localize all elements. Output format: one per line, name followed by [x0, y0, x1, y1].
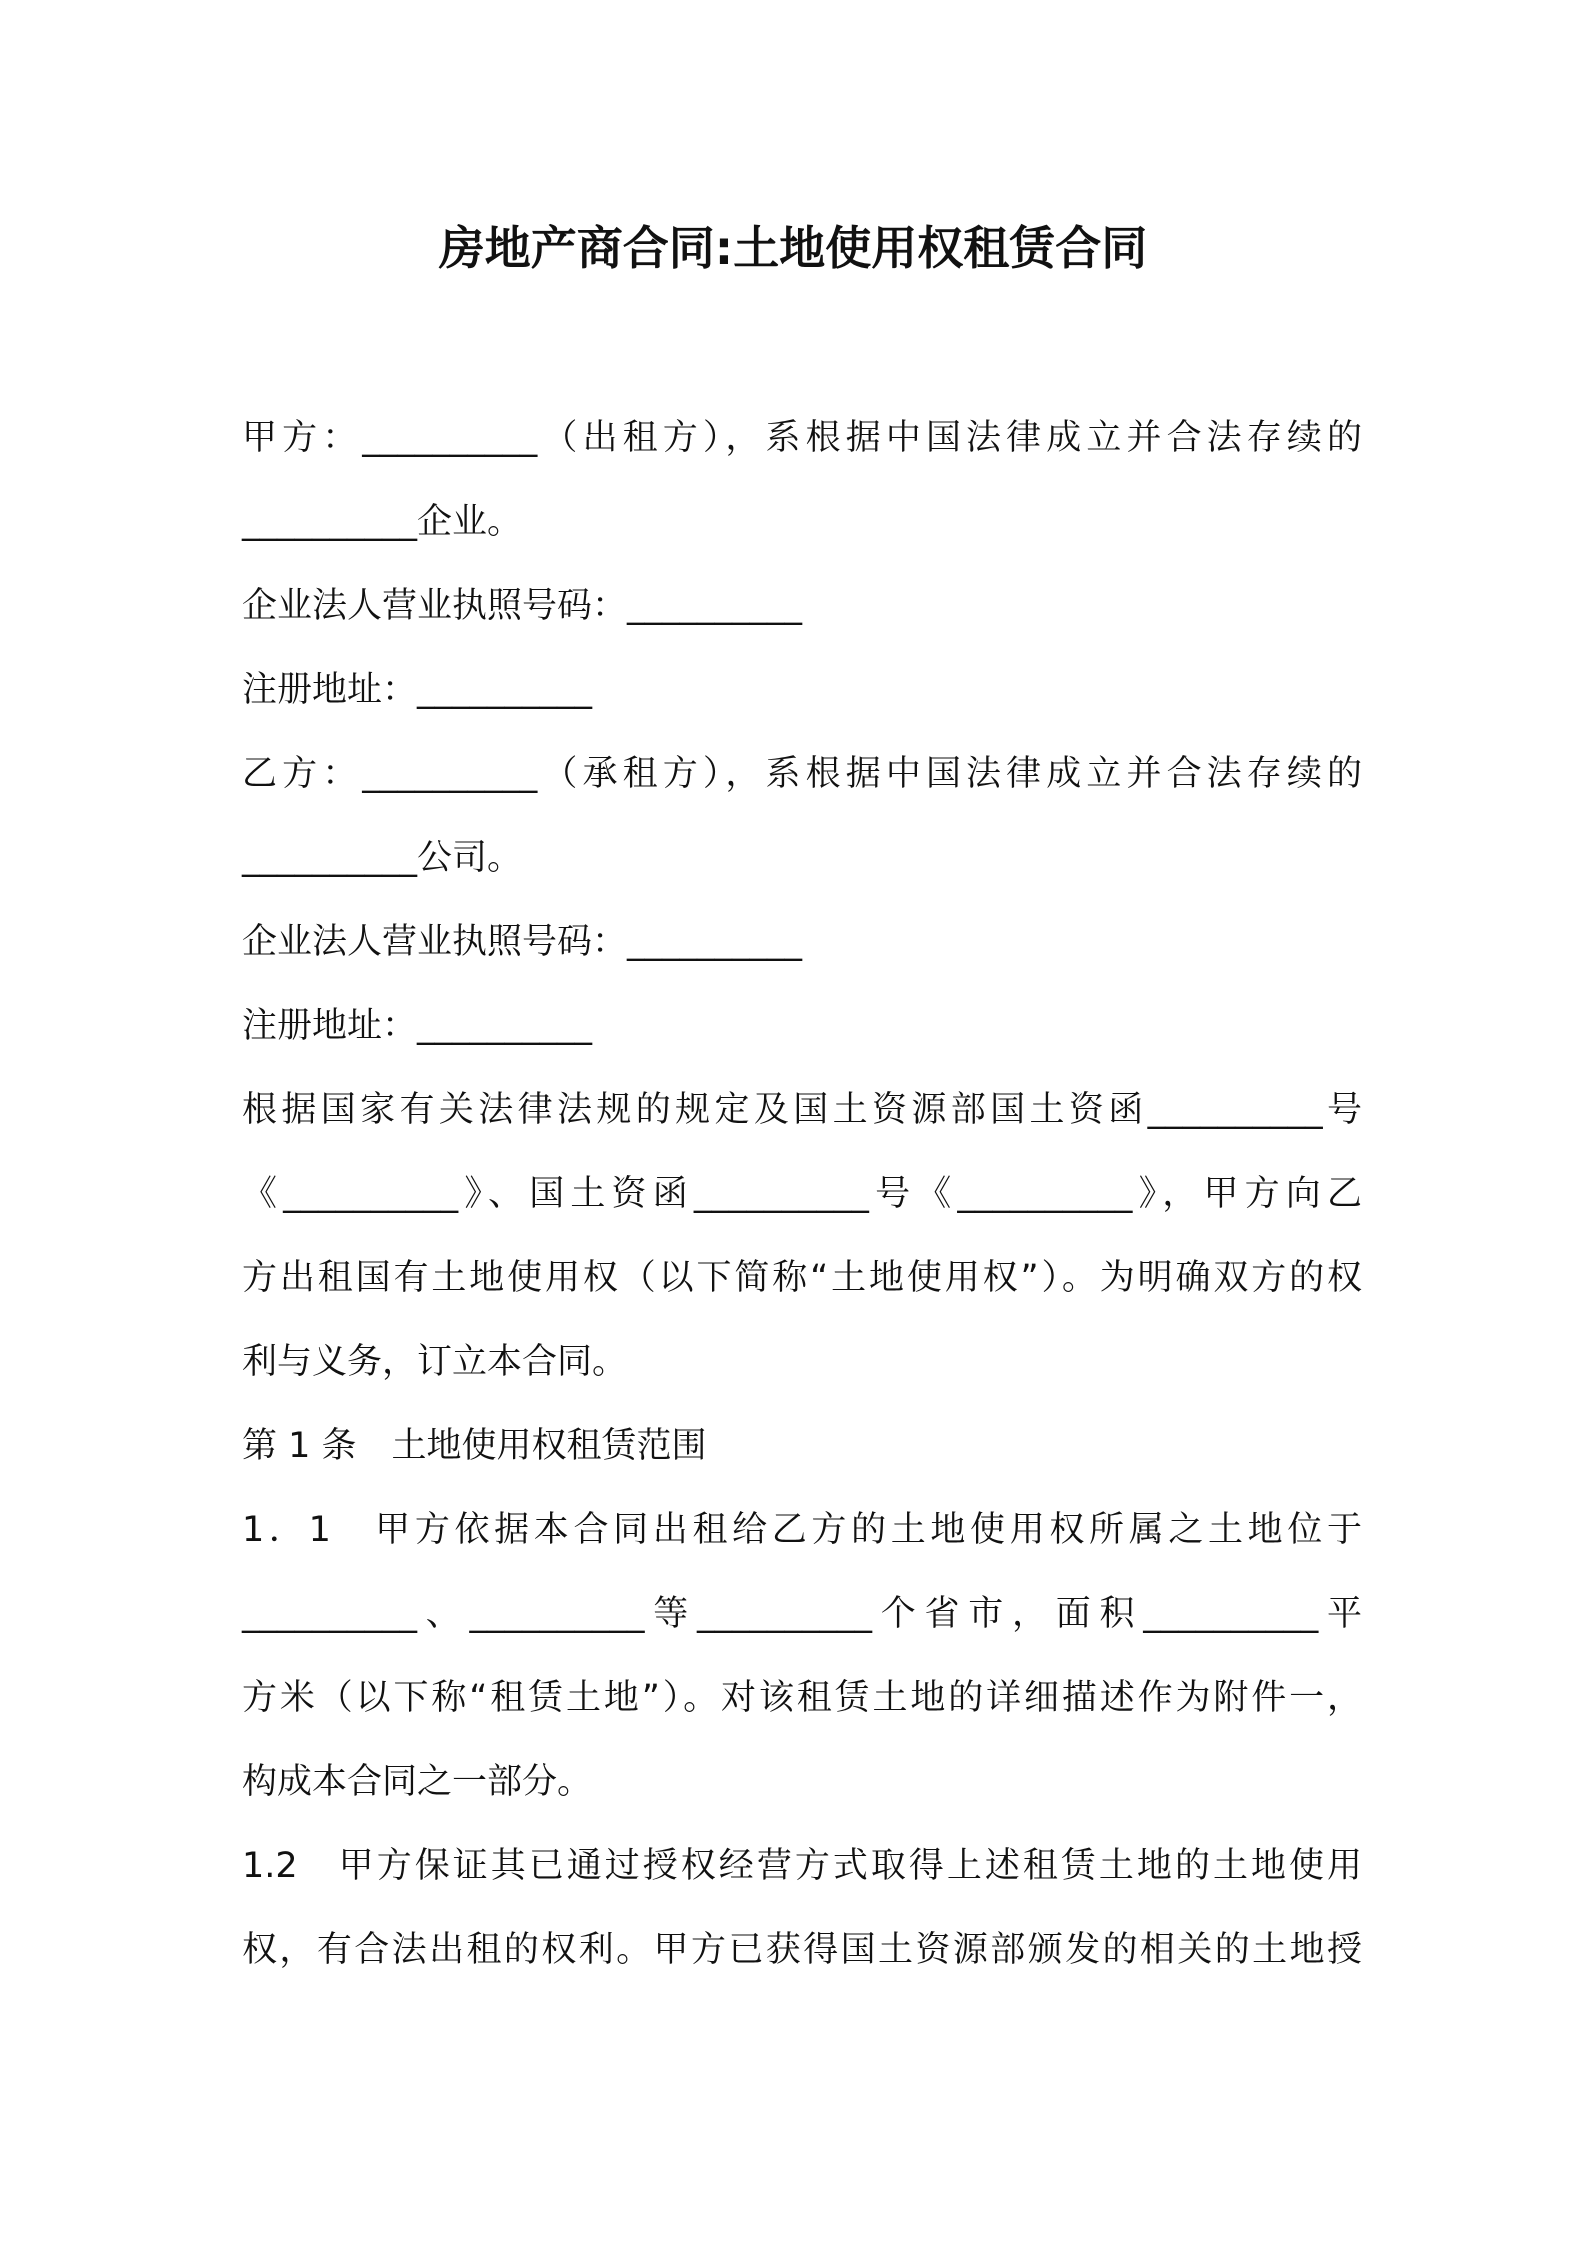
paragraph-line: 企业法人营业执照号码：__________ [242, 586, 803, 626]
paragraph-line: __________企业。 [242, 502, 523, 542]
paragraph-line: 注册地址：__________ [242, 1006, 593, 1046]
document-body [242, 396, 1362, 1992]
paragraph-line: 根据国家有关法律法规的规定及国土资源部国土资函__________号 [242, 1090, 1362, 1130]
paragraph-line: 权，有合法出租的权利。甲方已获得国土资源部颁发的相关的土地授 [242, 1930, 1362, 1970]
paragraph-line: 1．1 甲方依据本合同出租给乙方的土地使用权所属之土地位于 [242, 1510, 1362, 1550]
paragraph-line: 方出租国有土地使用权（以下简称“土地使用权”）。为明确双方的权 [242, 1258, 1362, 1298]
paragraph-line: 注册地址：__________ [242, 670, 593, 710]
paragraph-line: 乙方：__________（承租方），系根据中国法律成立并合法存续的 [242, 754, 1362, 794]
paragraph-line: __________公司。 [242, 838, 523, 878]
paragraph-line: 利与义务，订立本合同。 [242, 1342, 628, 1382]
section-heading: 第 1 条 土地使用权租赁范围 [242, 1426, 707, 1466]
paragraph-line: 企业法人营业执照号码：__________ [242, 922, 803, 962]
paragraph-line: 1.2 甲方保证其已通过授权经营方式取得上述租赁土地的土地使用 [242, 1846, 1362, 1886]
document-title: 房地产商合同:土地使用权租赁合同 [438, 221, 1148, 275]
paragraph-line: 构成本合同之一部分。 [242, 1762, 593, 1802]
paragraph-line: 甲方：__________（出租方），系根据中国法律成立并合法存续的 [242, 418, 1362, 458]
paragraph-line: 方米（以下称“租赁土地”）。对该租赁土地的详细描述作为附件一， [242, 1678, 1362, 1718]
paragraph-line: __________、__________等__________个省市，面积__________平 [242, 1594, 1362, 1634]
paragraph-line: 《__________》、国土资函__________号《__________》，甲方向乙 [242, 1174, 1362, 1214]
